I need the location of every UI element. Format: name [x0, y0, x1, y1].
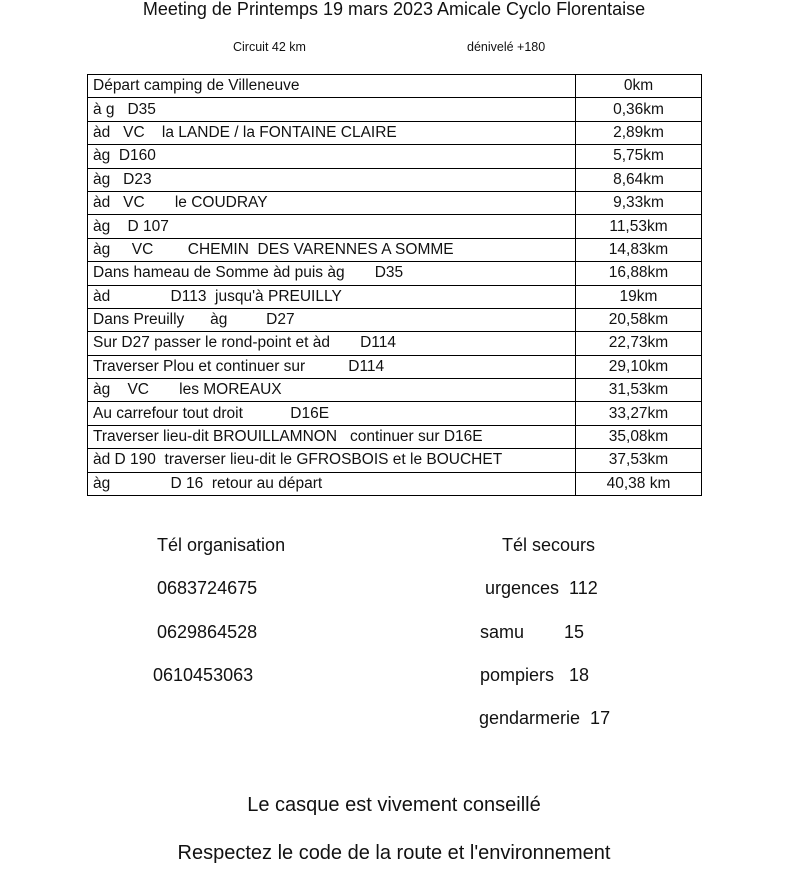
- table-row: [88, 75, 702, 98]
- route-directions: àd VC la LANDE / la FONTAINE CLAIRE: [88, 121, 576, 144]
- route-directions: àg D 107: [88, 215, 576, 238]
- table-row: [88, 472, 702, 495]
- table-row: [88, 121, 702, 144]
- route-distance: 33,27km: [576, 402, 702, 425]
- route-directions: Sur D27 passer le rond-point et àd D114: [88, 332, 576, 355]
- route-distance: 31,53km: [576, 379, 702, 402]
- secours-number: gendarmerie 17: [479, 708, 611, 728]
- route-distance: 8,64km: [576, 168, 702, 191]
- route-distance: 0km: [576, 75, 702, 98]
- table-row: [88, 98, 702, 121]
- route-distance: 40,38 km: [576, 472, 702, 495]
- table-row: [88, 145, 702, 168]
- table-row: [88, 402, 702, 425]
- table-row: [88, 449, 702, 472]
- route-distance: 37,53km: [576, 449, 702, 472]
- route-distance: 0,36km: [576, 98, 702, 121]
- circuit-length: Circuit 42 km: [233, 40, 306, 54]
- table-row: [88, 238, 702, 261]
- route-directions: àg VC les MOREAUX: [88, 379, 576, 402]
- table-row: [88, 332, 702, 355]
- route-directions: Départ camping de Villeneuve: [88, 75, 576, 98]
- route-distance: 22,73km: [576, 332, 702, 355]
- organisation-phone: 0629864528: [157, 622, 258, 642]
- table-row: [88, 168, 702, 191]
- route-directions: Au carrefour tout droit D16E: [88, 402, 576, 425]
- route-directions: Dans hameau de Somme àd puis àg D35: [88, 262, 576, 285]
- table-row: [88, 379, 702, 402]
- table-row: [88, 262, 702, 285]
- route-directions: àd D 190 traverser lieu-dit le GFROSBOIS et le BOUCHET: [88, 449, 576, 472]
- route-distance: 16,88km: [576, 262, 702, 285]
- table-row: [88, 308, 702, 331]
- route-directions: Dans Preuilly àg D27: [88, 308, 576, 331]
- table-row: [88, 215, 702, 238]
- route-directions: àd VC le COUDRAY: [88, 191, 576, 214]
- table-row: [88, 191, 702, 214]
- route-distance: 9,33km: [576, 191, 702, 214]
- elevation-gain: dénivelé +180: [467, 40, 546, 54]
- table-row: [88, 355, 702, 378]
- route-distance: 11,53km: [576, 215, 702, 238]
- route-table: [87, 74, 702, 496]
- helmet-advice: Le casque est vivement conseillé: [247, 794, 541, 816]
- route-directions: àg D160: [88, 145, 576, 168]
- route-directions: Traverser lieu-dit BROUILLAMNON continuer sur D16E: [88, 425, 576, 448]
- route-directions: àd D113 jusqu'à PREUILLY: [88, 285, 576, 308]
- route-directions: Traverser Plou et continuer sur D114: [88, 355, 576, 378]
- organisation-phone: 0683724675: [157, 578, 258, 598]
- organisation-title: Tél organisation: [157, 535, 286, 555]
- road-code-advice: Respectez le code de la route et l'environnement: [177, 842, 611, 864]
- table-row: [88, 285, 702, 308]
- route-distance: 19km: [576, 285, 702, 308]
- route-directions: àg D 16 retour au départ: [88, 472, 576, 495]
- secours-title: Tél secours: [502, 535, 596, 555]
- secours-number: samu 15: [480, 622, 585, 642]
- route-distance: 35,08km: [576, 425, 702, 448]
- organisation-phone: 0610453063: [153, 665, 254, 685]
- page-title: Meeting de Printemps 19 mars 2023 Amicale Cyclo Florentaise: [142, 0, 646, 19]
- route-distance: 5,75km: [576, 145, 702, 168]
- secours-number: pompiers 18: [480, 665, 590, 685]
- route-distance: 20,58km: [576, 308, 702, 331]
- route-directions: àg VC CHEMIN DES VARENNES A SOMME: [88, 238, 576, 261]
- route-directions: àg D23: [88, 168, 576, 191]
- route-distance: 14,83km: [576, 238, 702, 261]
- route-distance: 2,89km: [576, 121, 702, 144]
- table-row: [88, 425, 702, 448]
- route-distance: 29,10km: [576, 355, 702, 378]
- secours-number: urgences 112: [485, 578, 598, 598]
- route-directions: à g D35: [88, 98, 576, 121]
